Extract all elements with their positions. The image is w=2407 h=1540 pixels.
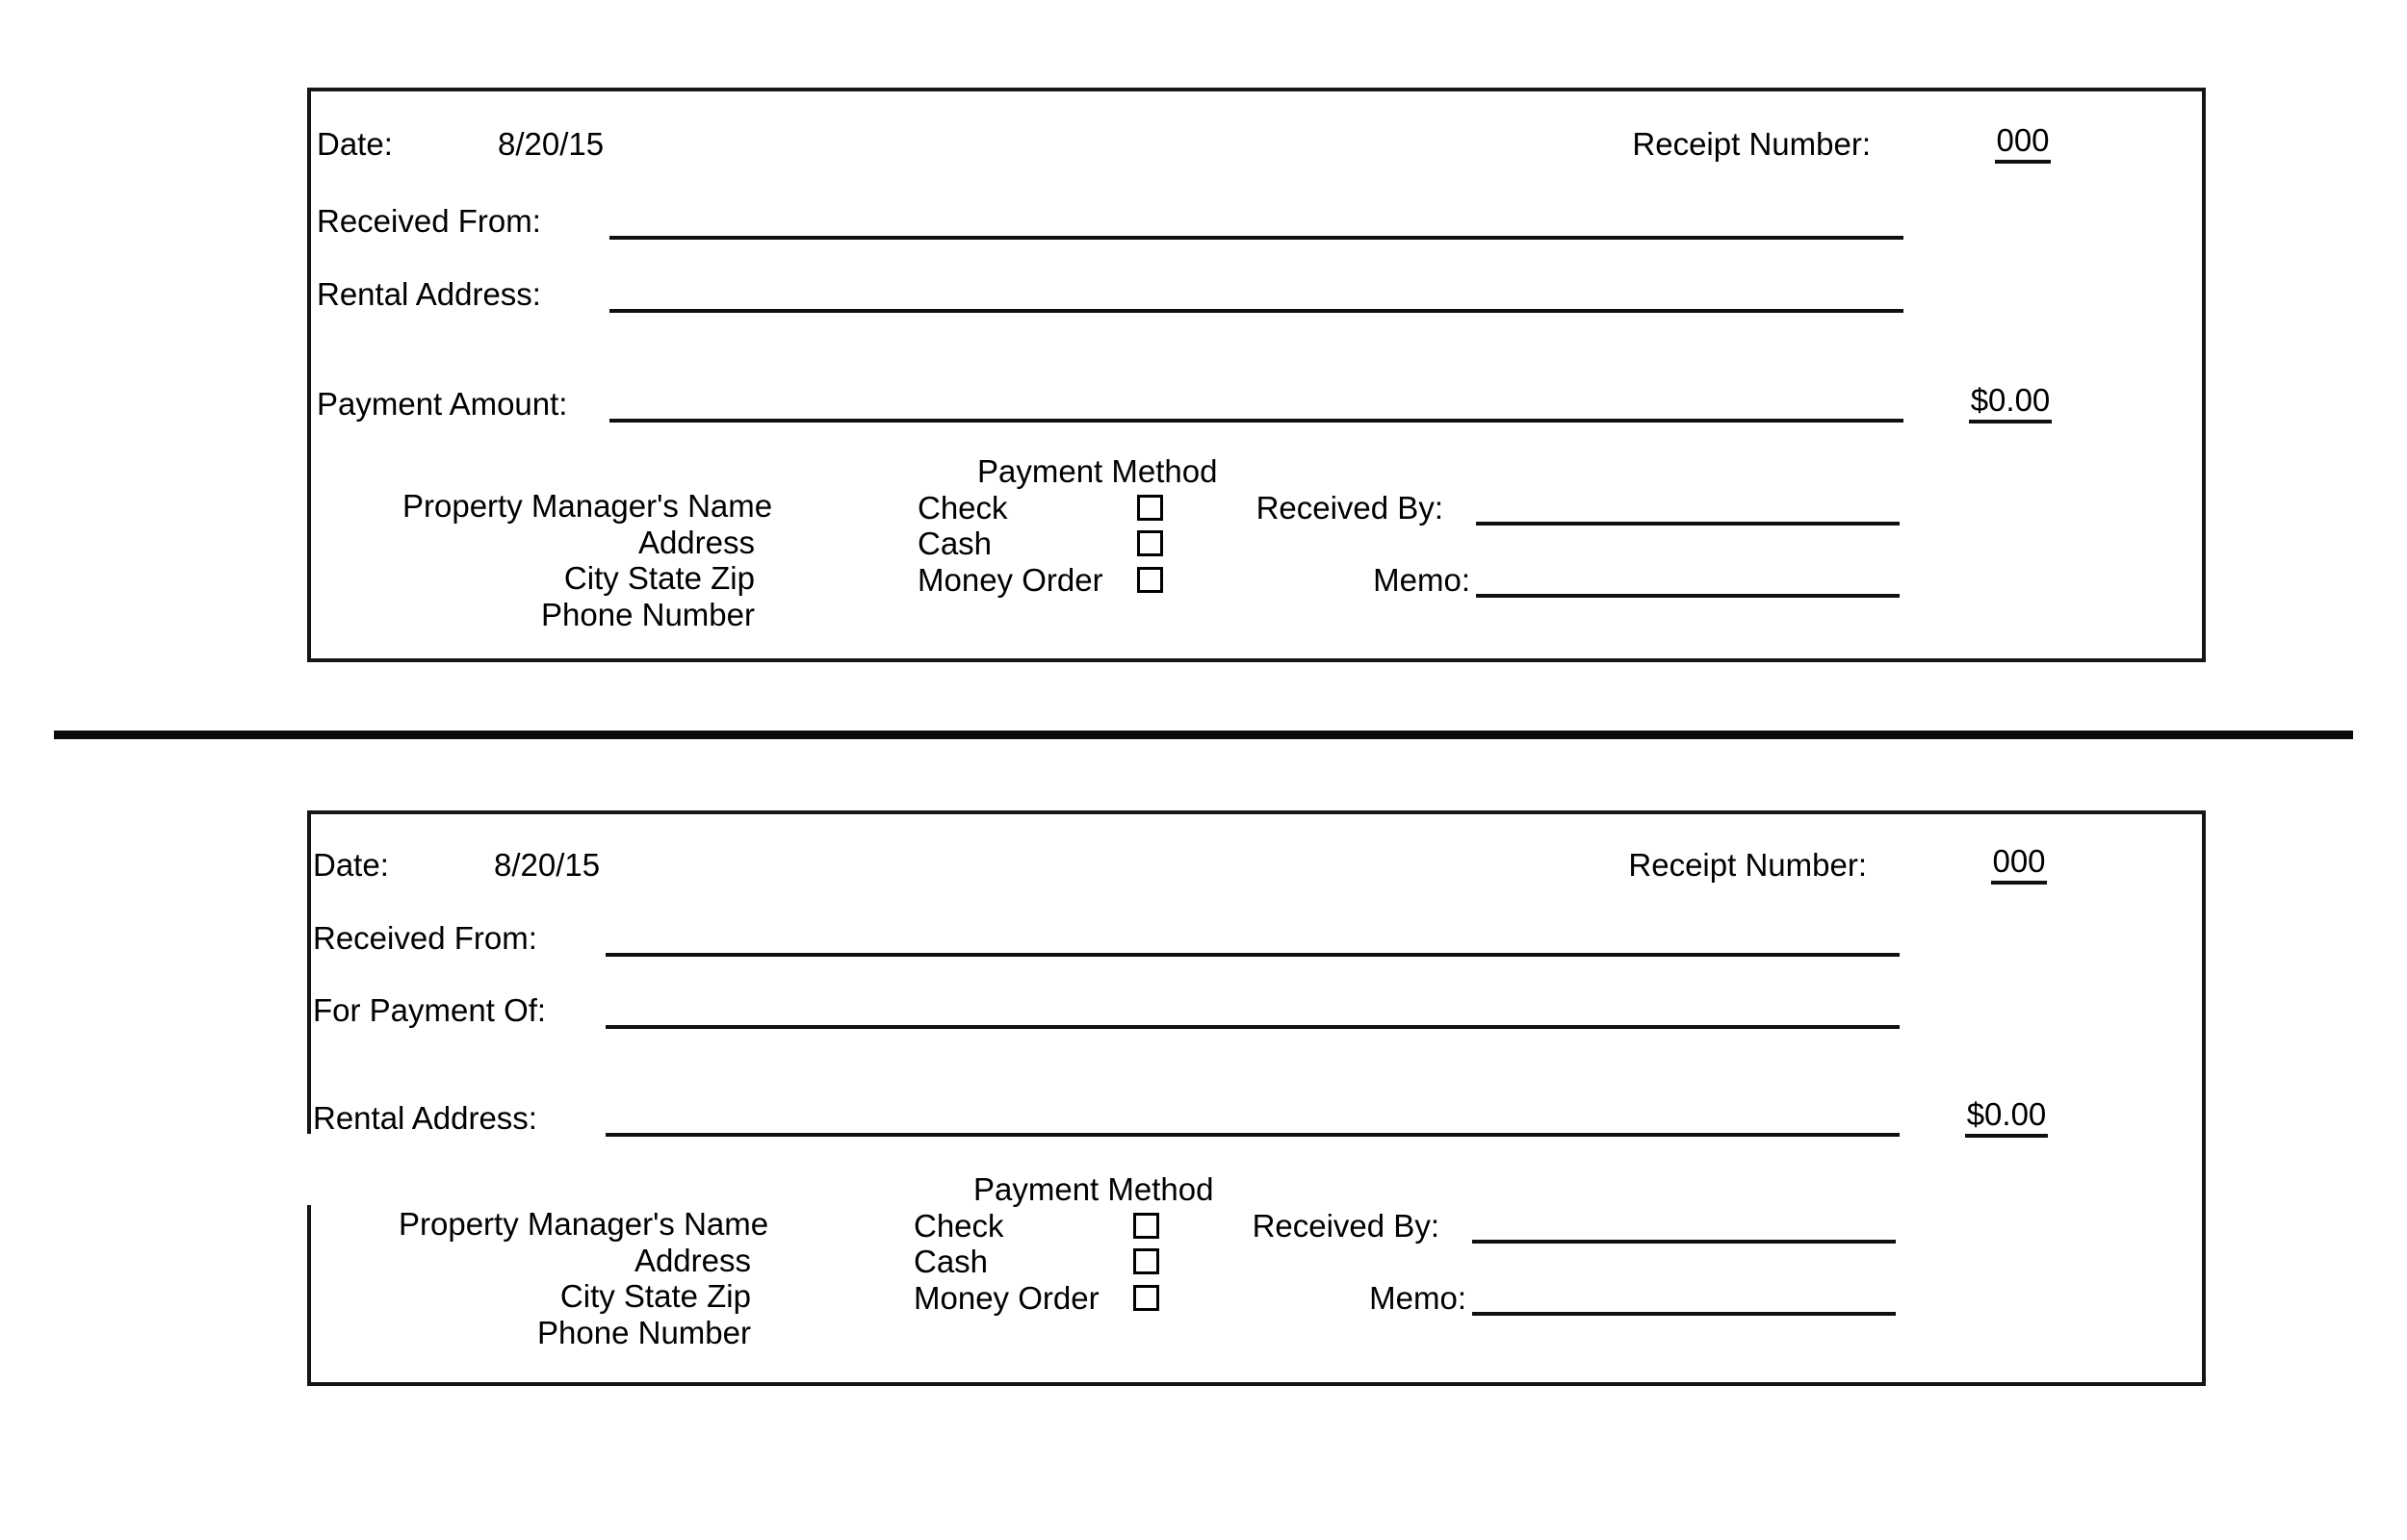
property-manager-block [402, 488, 773, 632]
payment-amount-label: Payment Amount: [317, 386, 568, 422]
check-checkbox[interactable] [1137, 495, 1163, 521]
manager-city-line: City State Zip [563, 560, 755, 596]
method-money-order-label: Money Order [918, 562, 1103, 598]
payment-amount-value: $0.00 [1969, 382, 2052, 424]
money-order-checkbox[interactable] [1137, 567, 1163, 593]
manager-phone-line: Phone Number [541, 596, 755, 632]
date-value: 8/20/15 [498, 126, 605, 162]
method-check-label: Check [914, 1208, 1004, 1244]
date-label: Date: [317, 126, 393, 162]
manager-address-line: Address [637, 524, 755, 560]
receipt-number-label: Receipt Number: [1628, 847, 1867, 883]
payment-method-title: Payment Method [973, 1171, 1214, 1207]
payment-method-title: Payment Method [977, 453, 1218, 489]
manager-name-line: Property Manager's Name [399, 1206, 769, 1242]
received-by-label: Received By: [1255, 490, 1443, 526]
receipt-bottom [307, 810, 2206, 1386]
manager-name-line: Property Manager's Name [402, 488, 773, 524]
for-payment-of-label: For Payment Of: [313, 992, 547, 1028]
manager-city-line: City State Zip [559, 1278, 751, 1314]
amount-value: $0.00 [1965, 1096, 2048, 1138]
cash-checkbox[interactable] [1133, 1248, 1159, 1274]
received-from-line[interactable] [606, 953, 1900, 957]
rental-address-label: Rental Address: [317, 276, 541, 312]
left-border-segment-lower [307, 1205, 311, 1382]
payment-amount-line[interactable] [609, 419, 1903, 423]
received-by-line[interactable] [1472, 1240, 1896, 1244]
manager-address-line: Address [634, 1242, 751, 1278]
cash-checkbox[interactable] [1137, 530, 1163, 556]
date-label: Date: [313, 847, 389, 883]
rental-address-label: Rental Address: [313, 1100, 537, 1136]
received-from-label: Received From: [317, 203, 541, 239]
memo-label: Memo: [1369, 1280, 1466, 1316]
memo-label: Memo: [1373, 562, 1470, 598]
rental-address-line[interactable] [609, 309, 1903, 313]
date-value: 8/20/15 [494, 847, 601, 883]
receipt-number-value: 000 [1991, 843, 2047, 885]
receipt-number-value: 000 [1995, 122, 2051, 164]
received-by-line[interactable] [1476, 522, 1900, 526]
received-from-label: Received From: [313, 920, 537, 956]
money-order-checkbox[interactable] [1133, 1285, 1159, 1311]
receipt-number-label: Receipt Number: [1632, 126, 1871, 162]
receipt-top [307, 88, 2206, 662]
memo-line[interactable] [1472, 1312, 1896, 1316]
rental-address-line[interactable] [606, 1133, 1900, 1137]
tear-divider-rule [54, 731, 2353, 739]
manager-phone-line: Phone Number [537, 1314, 751, 1350]
method-money-order-label: Money Order [914, 1280, 1100, 1316]
memo-line[interactable] [1476, 594, 1900, 598]
method-cash-label: Cash [918, 526, 993, 561]
for-payment-of-line[interactable] [606, 1025, 1900, 1029]
check-checkbox[interactable] [1133, 1213, 1159, 1239]
left-border-segment-upper [307, 814, 311, 1134]
method-cash-label: Cash [914, 1244, 989, 1279]
received-by-label: Received By: [1252, 1208, 1439, 1244]
received-from-line[interactable] [609, 236, 1903, 240]
property-manager-block [399, 1206, 769, 1350]
method-check-label: Check [918, 490, 1008, 526]
